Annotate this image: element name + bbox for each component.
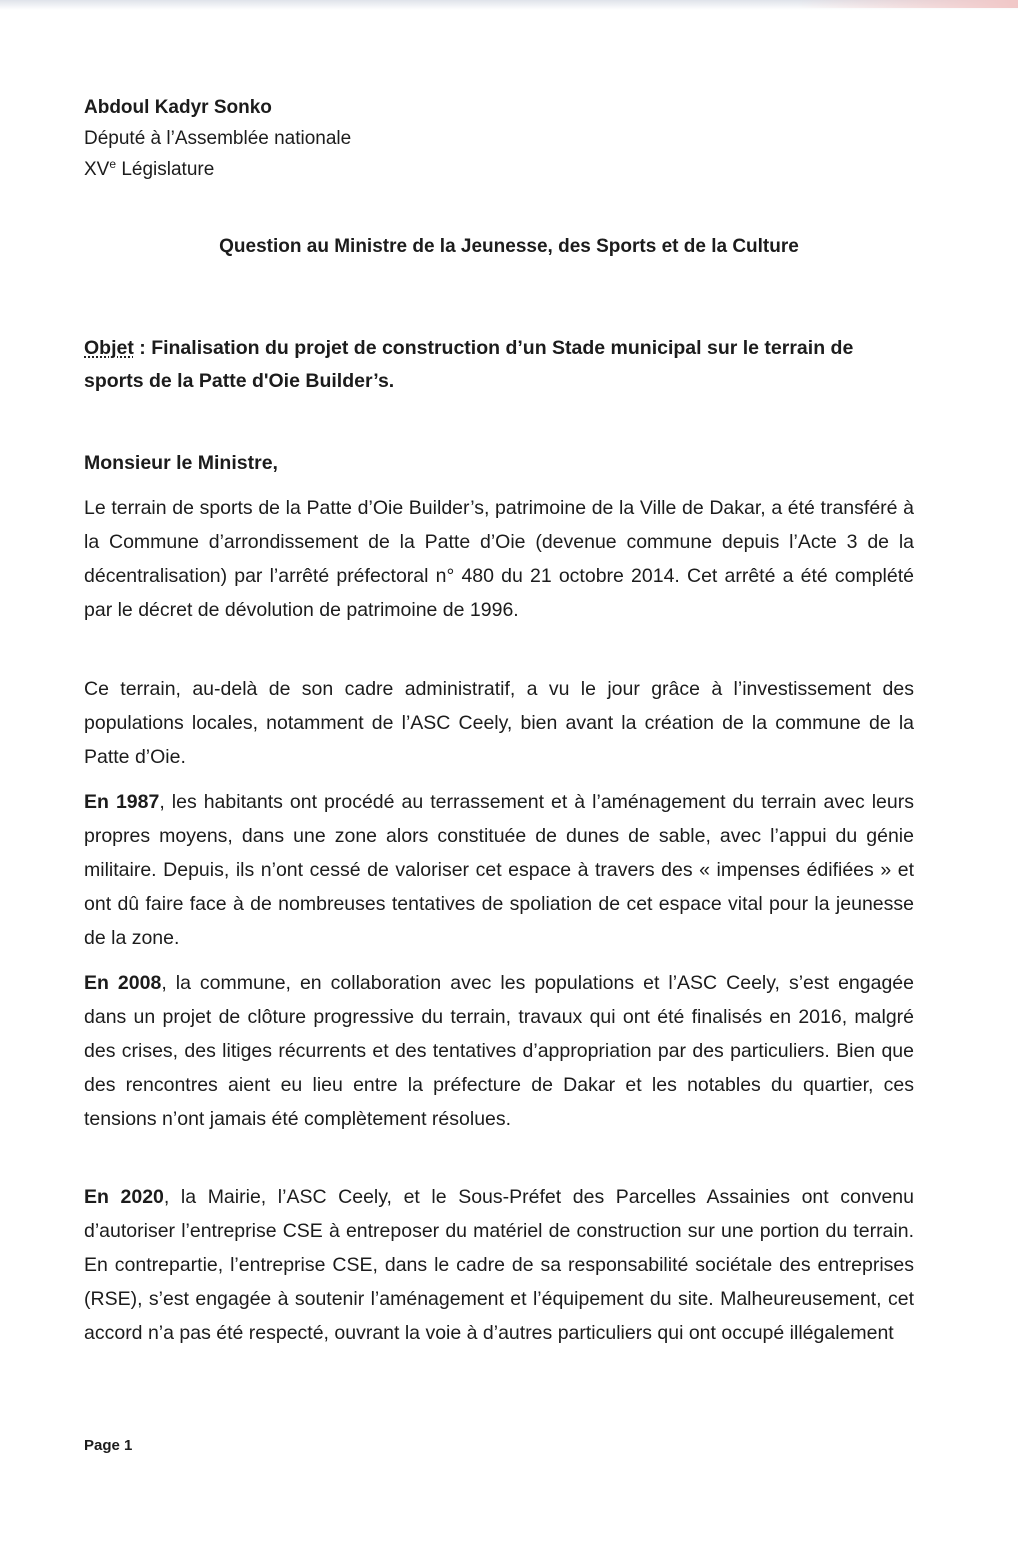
paragraph-year: En 1987 (84, 791, 160, 813)
page-top-edge-accent (798, 0, 1018, 8)
page-number: Page 1 (84, 1437, 133, 1454)
paragraph-text: , la Mairie, l’ASC Ceely, et le Sous-Préfet des Parcelles Assainies ont convenu d’autoriser l’entreprise CSE à entreposer du matériel de construction sur une portion du terrain. En contrepartie, l’entreprise CSE, dans le cadre de sa responsabilité sociétale des entreprises (RSE), s’est engagée à soutenir l’aménagement et l’équipement du site. Malheureusement, cet accord n’a pas été respecté, ouvrant la voie à d’autres particuliers qui ont occupé illégalement (84, 1186, 914, 1344)
paragraph-text: , la commune, en collaboration avec les populations et l’ASC Ceely, s’est engagée dans un projet de clôture progressive du terrain, travaux qui ont été finalisés en 2016, malgré des crises, des litiges récurrents et des tentatives d’appropriation par des particuliers. Bien que des rencontres aient eu lieu entre la préfecture de Dakar et les notables du quartier, ces tensions n’ont jamais été complètement résolues. (84, 972, 914, 1130)
sender-block (84, 92, 684, 185)
legislature-superscript: e (109, 157, 117, 171)
paragraph-year: En 2008 (84, 972, 162, 994)
paragraph-text: Ce terrain, au-delà de son cadre administratif, a vu le jour grâce à l’investissement des populations locales, notamment de l’ASC Ceely, bien avant la création de la commune de la Patte d’Oie. (84, 678, 914, 768)
salutation: Monsieur le Ministre, (84, 452, 278, 474)
paragraph (84, 672, 914, 774)
paragraph-text: , les habitants ont procédé au terrassement et à l’aménagement du terrain avec leurs propres moyens, dans une zone alors constituée de dunes de sable, avec l’appui du génie militaire. Depuis, ils n’ont cessé de valoriser cet espace à travers des « impenses édifiées » et ont dû faire face à de nombreuses tentatives de spoliation de cet espace vital pour la jeunesse de la zone. (84, 791, 914, 949)
paragraph-year: En 2020 (84, 1186, 164, 1208)
subject-text: Finalisation du projet de construction d’un Stade municipal sur le terrain de sports de la Patte d'Oie Builder’s. (84, 337, 854, 392)
paragraph (84, 966, 914, 1136)
author-name: Abdoul Kadyr Sonko (84, 97, 272, 118)
question-title: Question au Ministre de la Jeunesse, des Sports et de la Culture (219, 236, 799, 257)
legislature-line (84, 154, 684, 185)
subject-line (84, 332, 914, 398)
paragraph-text: Le terrain de sports de la Patte d’Oie Builder’s, patrimoine de la Ville de Dakar, a été transféré à la Commune d’arrondissement de la Patte d’Oie (devenue commune depuis l’Acte 3 de la décentralisation) par l’arrêté préfectoral n° 480 du 21 octobre 2014. Cet arrêté a été complété par le décret de dévolution de patrimoine de 1996. (84, 497, 914, 621)
author-role: Député à l’Assemblée nationale (84, 128, 352, 149)
paragraph (84, 1180, 914, 1350)
legislature-number: XV (84, 159, 110, 180)
page-top-edge (0, 0, 1018, 10)
paragraph (84, 491, 914, 627)
paragraph (84, 785, 914, 955)
subject-label: Objet (84, 337, 134, 359)
subject-separator: : (133, 337, 152, 359)
legislature-label: Législature (116, 159, 215, 180)
